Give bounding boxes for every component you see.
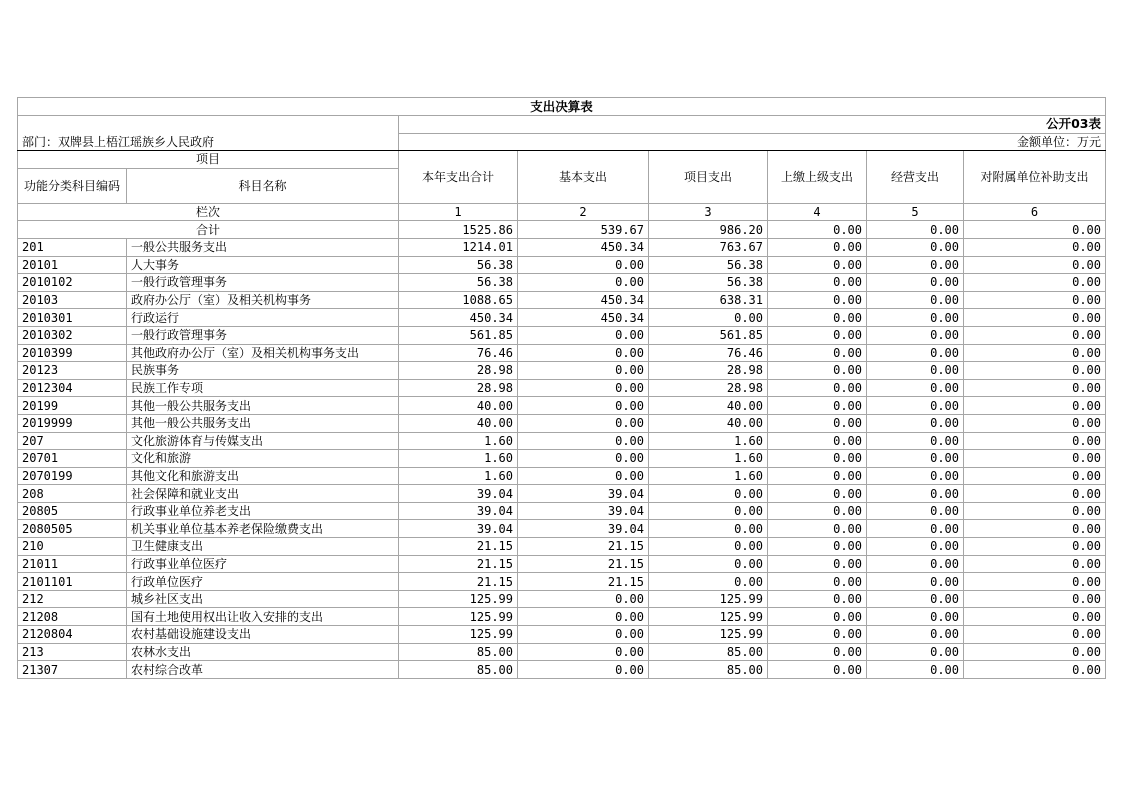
- amount-cell: 40.00: [649, 397, 768, 415]
- total-value: 0.00: [768, 221, 867, 239]
- subject-code: 20199: [18, 397, 127, 415]
- amount-cell: 0.00: [867, 326, 964, 344]
- amount-cell: 0.00: [964, 485, 1106, 503]
- amount-cell: 0.00: [867, 291, 964, 309]
- table-row: [18, 573, 1106, 591]
- subject-code: 207: [18, 432, 127, 450]
- total-value: 539.67: [518, 221, 649, 239]
- table-row: [18, 502, 1106, 520]
- table-row: [18, 538, 1106, 556]
- amount-cell: 39.04: [399, 520, 518, 538]
- subject-code: 20701: [18, 450, 127, 468]
- amount-cell: 0.00: [964, 643, 1106, 661]
- amount-cell: 0.00: [964, 344, 1106, 362]
- amount-cell: 40.00: [399, 397, 518, 415]
- amount-cell: 1.60: [399, 450, 518, 468]
- amount-cell: 85.00: [399, 643, 518, 661]
- amount-cell: 0.00: [518, 432, 649, 450]
- subject-code: 20101: [18, 256, 127, 274]
- subject-code: 2010399: [18, 344, 127, 362]
- amount-cell: 0.00: [964, 590, 1106, 608]
- table-row: [18, 256, 1106, 274]
- amount-cell: 0.00: [518, 379, 649, 397]
- amount-cell: 0.00: [768, 485, 867, 503]
- blank-cell: [18, 116, 399, 134]
- total-row: [18, 221, 1106, 239]
- amount-cell: 0.00: [768, 379, 867, 397]
- amount-cell: 0.00: [649, 502, 768, 520]
- amount-cell: 0.00: [768, 467, 867, 485]
- amount-cell: 39.04: [518, 520, 649, 538]
- table-row: [18, 326, 1106, 344]
- amount-cell: 0.00: [518, 608, 649, 626]
- amount-cell: 0.00: [867, 538, 964, 556]
- subject-name: 文化和旅游: [127, 450, 399, 468]
- subject-name: 行政事业单位养老支出: [127, 502, 399, 520]
- amount-cell: 0.00: [518, 414, 649, 432]
- amount-cell: 0.00: [867, 274, 964, 292]
- amount-cell: 40.00: [649, 414, 768, 432]
- amount-cell: 76.46: [399, 344, 518, 362]
- amount-cell: 0.00: [768, 397, 867, 415]
- amount-cell: 1.60: [649, 467, 768, 485]
- expenditure-table: [17, 97, 1106, 679]
- table-row: [18, 590, 1106, 608]
- amount-cell: 125.99: [649, 608, 768, 626]
- table-row: [18, 432, 1106, 450]
- column-number: 5: [867, 203, 964, 221]
- amount-cell: 28.98: [649, 379, 768, 397]
- subject-name: 行政单位医疗: [127, 573, 399, 591]
- subject-name: 一般行政管理事务: [127, 326, 399, 344]
- amount-cell: 0.00: [964, 326, 1106, 344]
- subject-code: 21011: [18, 555, 127, 573]
- amount-cell: 0.00: [964, 397, 1106, 415]
- amount-cell: 0.00: [768, 414, 867, 432]
- amount-cell: 0.00: [649, 485, 768, 503]
- amount-cell: 0.00: [964, 573, 1106, 591]
- amount-cell: 0.00: [964, 450, 1106, 468]
- subject-name: 民族事务: [127, 362, 399, 380]
- table-row: [18, 379, 1106, 397]
- header-col-basic: 基本支出: [518, 151, 649, 204]
- amount-cell: 0.00: [867, 626, 964, 644]
- subject-code: 2010102: [18, 274, 127, 292]
- amount-cell: 450.34: [518, 238, 649, 256]
- amount-cell: 0.00: [964, 362, 1106, 380]
- amount-cell: 0.00: [867, 362, 964, 380]
- amount-cell: 0.00: [768, 450, 867, 468]
- amount-cell: 0.00: [518, 467, 649, 485]
- subject-code: 21307: [18, 661, 127, 679]
- subject-code: 20805: [18, 502, 127, 520]
- table-row: [18, 608, 1106, 626]
- amount-cell: 0.00: [768, 256, 867, 274]
- amount-cell: 561.85: [399, 326, 518, 344]
- table-row: [18, 520, 1106, 538]
- amount-cell: 0.00: [768, 626, 867, 644]
- subject-name: 民族工作专项: [127, 379, 399, 397]
- amount-cell: 0.00: [867, 502, 964, 520]
- column-number: 3: [649, 203, 768, 221]
- amount-cell: 0.00: [768, 573, 867, 591]
- amount-cell: 56.38: [649, 274, 768, 292]
- amount-cell: 450.34: [518, 309, 649, 327]
- amount-cell: 0.00: [964, 626, 1106, 644]
- amount-cell: 0.00: [768, 291, 867, 309]
- amount-cell: 125.99: [649, 590, 768, 608]
- amount-cell: 0.00: [518, 344, 649, 362]
- amount-cell: 0.00: [518, 397, 649, 415]
- amount-cell: 1214.01: [399, 238, 518, 256]
- amount-cell: 0.00: [649, 555, 768, 573]
- amount-cell: 0.00: [649, 520, 768, 538]
- amount-cell: 39.04: [399, 485, 518, 503]
- subject-name: 一般行政管理事务: [127, 274, 399, 292]
- subject-code: 213: [18, 643, 127, 661]
- amount-cell: 56.38: [649, 256, 768, 274]
- total-value: 0.00: [867, 221, 964, 239]
- amount-cell: 56.38: [399, 274, 518, 292]
- total-label: 合计: [18, 221, 399, 239]
- amount-cell: 0.00: [867, 238, 964, 256]
- amount-cell: 0.00: [867, 397, 964, 415]
- amount-cell: 0.00: [867, 485, 964, 503]
- subject-name: 政府办公厅（室）及相关机构事务: [127, 291, 399, 309]
- amount-cell: 0.00: [964, 520, 1106, 538]
- amount-cell: 21.15: [399, 573, 518, 591]
- amount-cell: 0.00: [768, 520, 867, 538]
- amount-cell: 125.99: [649, 626, 768, 644]
- header-col-remit: 上缴上级支出: [768, 151, 867, 204]
- subject-name: 卫生健康支出: [127, 538, 399, 556]
- amount-cell: 0.00: [649, 538, 768, 556]
- subject-name: 国有土地使用权出让收入安排的支出: [127, 608, 399, 626]
- amount-cell: 0.00: [867, 414, 964, 432]
- subject-code: 21208: [18, 608, 127, 626]
- table-row: [18, 626, 1106, 644]
- amount-cell: 0.00: [964, 256, 1106, 274]
- amount-cell: 0.00: [518, 643, 649, 661]
- amount-cell: 0.00: [768, 326, 867, 344]
- amount-cell: 21.15: [399, 555, 518, 573]
- header-name: 科目名称: [127, 168, 399, 203]
- subject-code: 2010302: [18, 326, 127, 344]
- subject-code: 2120804: [18, 626, 127, 644]
- amount-cell: 0.00: [964, 555, 1106, 573]
- table-row: [18, 291, 1106, 309]
- report-title: 支出决算表: [18, 98, 1106, 116]
- amount-cell: 0.00: [964, 661, 1106, 679]
- table-row: [18, 467, 1106, 485]
- amount-cell: 125.99: [399, 608, 518, 626]
- subject-name: 其他一般公共服务支出: [127, 414, 399, 432]
- amount-cell: 21.15: [518, 573, 649, 591]
- amount-cell: 0.00: [649, 573, 768, 591]
- amount-cell: 0.00: [867, 432, 964, 450]
- subject-name: 农村基础设施建设支出: [127, 626, 399, 644]
- subject-name: 文化旅游体育与传媒支出: [127, 432, 399, 450]
- amount-cell: 28.98: [399, 379, 518, 397]
- table-row: [18, 274, 1106, 292]
- subject-code: 208: [18, 485, 127, 503]
- amount-cell: 0.00: [867, 608, 964, 626]
- amount-cell: 0.00: [518, 274, 649, 292]
- header-col-project: 项目支出: [649, 151, 768, 204]
- table-row: [18, 485, 1106, 503]
- amount-cell: 0.00: [867, 590, 964, 608]
- amount-cell: 40.00: [399, 414, 518, 432]
- amount-cell: 0.00: [518, 661, 649, 679]
- amount-cell: 85.00: [649, 643, 768, 661]
- subject-name: 其他文化和旅游支出: [127, 467, 399, 485]
- total-value: 986.20: [649, 221, 768, 239]
- amount-cell: 39.04: [518, 485, 649, 503]
- table-row: [18, 309, 1106, 327]
- amount-cell: 21.15: [518, 555, 649, 573]
- table-row: [18, 238, 1106, 256]
- amount-cell: 0.00: [867, 573, 964, 591]
- amount-cell: 0.00: [768, 274, 867, 292]
- amount-cell: 0.00: [768, 344, 867, 362]
- amount-cell: 0.00: [867, 467, 964, 485]
- amount-cell: 1.60: [649, 450, 768, 468]
- subject-name: 机关事业单位基本养老保险缴费支出: [127, 520, 399, 538]
- amount-cell: 1088.65: [399, 291, 518, 309]
- expenditure-report-sheet: [17, 97, 1105, 679]
- amount-cell: 0.00: [768, 309, 867, 327]
- amount-cell: 0.00: [768, 590, 867, 608]
- subject-name: 行政运行: [127, 309, 399, 327]
- subject-name: 其他政府办公厅（室）及相关机构事务支出: [127, 344, 399, 362]
- subject-code: 2101101: [18, 573, 127, 591]
- department-label: 部门：双牌县上梧江瑶族乡人民政府: [18, 133, 399, 151]
- subject-code: 2019999: [18, 414, 127, 432]
- amount-cell: 450.34: [518, 291, 649, 309]
- unit-label: 金额单位：万元: [399, 133, 1106, 151]
- amount-cell: 39.04: [518, 502, 649, 520]
- column-number: 6: [964, 203, 1106, 221]
- amount-cell: 0.00: [518, 326, 649, 344]
- amount-cell: 21.15: [518, 538, 649, 556]
- subject-name: 行政事业单位医疗: [127, 555, 399, 573]
- table-row: [18, 450, 1106, 468]
- amount-cell: 1.60: [399, 432, 518, 450]
- subject-name: 农村综合改革: [127, 661, 399, 679]
- amount-cell: 0.00: [964, 379, 1106, 397]
- amount-cell: 0.00: [867, 643, 964, 661]
- amount-cell: 0.00: [964, 274, 1106, 292]
- amount-cell: 0.00: [649, 309, 768, 327]
- subject-name: 社会保障和就业支出: [127, 485, 399, 503]
- subject-code: 2010301: [18, 309, 127, 327]
- table-row: [18, 397, 1106, 415]
- subject-code: 201: [18, 238, 127, 256]
- amount-cell: 76.46: [649, 344, 768, 362]
- amount-cell: 0.00: [964, 432, 1106, 450]
- table-row: [18, 414, 1106, 432]
- amount-cell: 0.00: [964, 608, 1106, 626]
- table-row: [18, 643, 1106, 661]
- amount-cell: 0.00: [768, 555, 867, 573]
- amount-cell: 0.00: [964, 467, 1106, 485]
- total-value: 1525.86: [399, 221, 518, 239]
- amount-cell: 0.00: [964, 309, 1106, 327]
- amount-cell: 0.00: [768, 661, 867, 679]
- amount-cell: 85.00: [649, 661, 768, 679]
- amount-cell: 125.99: [399, 626, 518, 644]
- subject-code: 2012304: [18, 379, 127, 397]
- table-row: [18, 362, 1106, 380]
- amount-cell: 56.38: [399, 256, 518, 274]
- amount-cell: 0.00: [768, 643, 867, 661]
- subject-code: 2070199: [18, 467, 127, 485]
- amount-cell: 0.00: [867, 256, 964, 274]
- amount-cell: 0.00: [867, 661, 964, 679]
- column-number: 1: [399, 203, 518, 221]
- amount-cell: 763.67: [649, 238, 768, 256]
- amount-cell: 0.00: [867, 344, 964, 362]
- amount-cell: 0.00: [964, 538, 1106, 556]
- amount-cell: 125.99: [399, 590, 518, 608]
- amount-cell: 0.00: [518, 450, 649, 468]
- amount-cell: 0.00: [768, 238, 867, 256]
- amount-cell: 0.00: [867, 555, 964, 573]
- subject-name: 农林水支出: [127, 643, 399, 661]
- header-col-subsidy: 对附属单位补助支出: [964, 151, 1106, 204]
- amount-cell: 28.98: [399, 362, 518, 380]
- amount-cell: 0.00: [518, 256, 649, 274]
- amount-cell: 0.00: [964, 502, 1106, 520]
- amount-cell: 1.60: [649, 432, 768, 450]
- amount-cell: 0.00: [867, 450, 964, 468]
- subject-name: 城乡社区支出: [127, 590, 399, 608]
- amount-cell: 0.00: [768, 362, 867, 380]
- amount-cell: 0.00: [964, 414, 1106, 432]
- subject-code: 212: [18, 590, 127, 608]
- total-value: 0.00: [964, 221, 1106, 239]
- subject-name: 其他一般公共服务支出: [127, 397, 399, 415]
- amount-cell: 0.00: [518, 626, 649, 644]
- amount-cell: 0.00: [964, 238, 1106, 256]
- amount-cell: 0.00: [867, 520, 964, 538]
- header-item: 项目: [18, 151, 399, 169]
- amount-cell: 0.00: [964, 291, 1106, 309]
- subject-name: 一般公共服务支出: [127, 238, 399, 256]
- amount-cell: 450.34: [399, 309, 518, 327]
- amount-cell: 0.00: [867, 309, 964, 327]
- column-number-label: 栏次: [18, 203, 399, 221]
- header-col-total: 本年支出合计: [399, 151, 518, 204]
- subject-code: 20123: [18, 362, 127, 380]
- amount-cell: 0.00: [518, 362, 649, 380]
- subject-code: 2080505: [18, 520, 127, 538]
- amount-cell: 0.00: [867, 379, 964, 397]
- subject-code: 210: [18, 538, 127, 556]
- subject-code: 20103: [18, 291, 127, 309]
- amount-cell: 0.00: [768, 608, 867, 626]
- amount-cell: 638.31: [649, 291, 768, 309]
- amount-cell: 85.00: [399, 661, 518, 679]
- amount-cell: 39.04: [399, 502, 518, 520]
- header-code: 功能分类科目编码: [18, 168, 127, 203]
- table-row: [18, 344, 1106, 362]
- subject-name: 人大事务: [127, 256, 399, 274]
- amount-cell: 0.00: [768, 502, 867, 520]
- table-row: [18, 661, 1106, 679]
- header-col-operating: 经营支出: [867, 151, 964, 204]
- amount-cell: 561.85: [649, 326, 768, 344]
- table-row: [18, 555, 1106, 573]
- amount-cell: 0.00: [518, 590, 649, 608]
- amount-cell: 28.98: [649, 362, 768, 380]
- amount-cell: 21.15: [399, 538, 518, 556]
- amount-cell: 0.00: [768, 538, 867, 556]
- column-number: 2: [518, 203, 649, 221]
- amount-cell: 0.00: [768, 432, 867, 450]
- amount-cell: 1.60: [399, 467, 518, 485]
- column-number: 4: [768, 203, 867, 221]
- form-number: 公开03表: [399, 116, 1106, 134]
